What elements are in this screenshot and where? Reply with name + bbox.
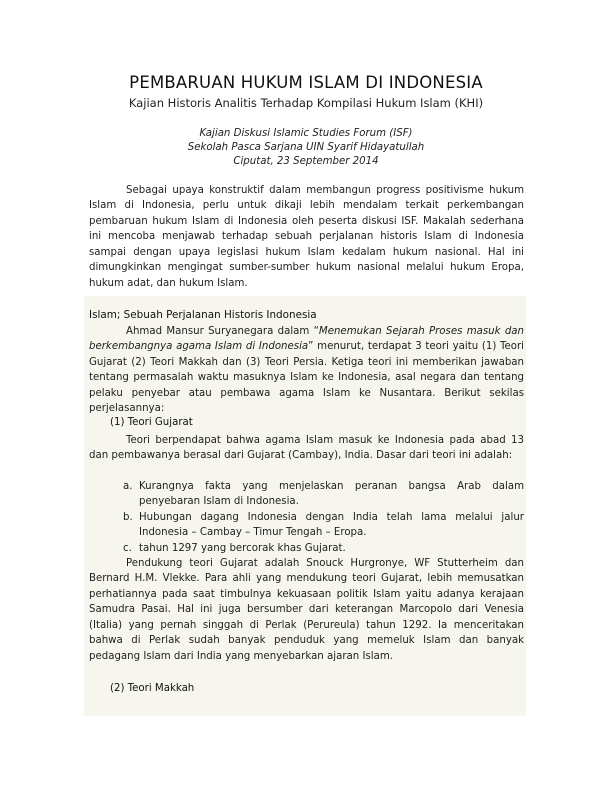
list-item-text: Hubungan dagang Indonesia dengan India telah lama melalui jalur Indonesia – Cambay – Timur Tengah – Eropa. (139, 511, 524, 539)
book-title: Menemukan Sejarah Proses masuk dan berkembangnya agama Islam di Indonesia (89, 326, 524, 353)
section-text-after: ” menurut, terdapat 3 teori yaitu (1) Teori Gujarat (2) Teori Makkah dan (3) Teori Persia. Ketiga teori ini memberikan jawaban tentang permasalah waktu masuknya Islam ke Indonesia, asal negara dan tentang pelaku penyebar atau pembawa agama Islam ke Nusantara. Berikut sekilas perjelasannya: (89, 341, 524, 415)
theory1-paragraph-text: Teori berpendapat bahwa agama Islam masuk ke Indonesia pada abad 13 dan pembawanya berasal dari Gujarat (Cambay), India. Dasar dari teori ini adalah: (89, 435, 524, 462)
list-item-text: tahun 1297 yang bercorak khas Gujarat. (139, 542, 346, 554)
meta-place-date: Ciputat, 23 September 2014 (233, 156, 379, 167)
list-item-text: Kurangnya fakta yang menjelaskan peranan bangsa Arab dalam penyebaran Islam di Indonesia. (139, 481, 524, 508)
intro-text: Sebagai upaya konstruktif dalam membangun progress positivisme hukum Islam di Indonesia, perlu untuk dikaji lebih mendalam terkait perkembangan pembaruan hukum Islam di Indonesia oleh peserta diskusi ISF. Makalah sederhana ini mencoba menjawab terhadap sebuah perjalanan historis Islam di Indonesia sampai dengan upaya legislasi hukum Islam kedalam hukum nasional. Hal ini dimungkinkan mengingat sumber-sumber hukum nasional melalui hukum Eropa, hukum adat, dan hukum Islam. (89, 185, 524, 289)
theory1-paragraph (89, 433, 524, 464)
theory1-paragraph-2 (89, 556, 524, 664)
theory1-paragraph-2-text: Pendukung teori Gujarat adalah Snouck Hurgronye, WF Stutterheim dan Bernard H.M. Vlekke. Para ahli yang mendukung teori Gujarat, lebih memusatkan perhatiannya pada saat timbulnya kekuasaan politik Islam yaitu adanya kerajaan Samudra Pasai. Hal ini juga bersumber dari keterangan Marcopolo dari Venesia (Italia) yang pernah singgah di Perlak (Perureula) tahun 1292. Ia menceritakan bahwa di Perlak sudah banyak penduduk yang memeluk Islam dan banyak pedagang Islam dari India yang menyebarkan ajaran Islam. (89, 558, 524, 662)
list-marker: c. (123, 542, 132, 554)
list-item (123, 479, 524, 510)
document-title: PEMBARUAN HUKUM ISLAM DI INDONESIA (129, 73, 483, 92)
intro-paragraph (89, 183, 524, 291)
theory1-heading: (1) Teori Gujarat (110, 417, 193, 428)
section-text-before: Ahmad Mansur Suryanegara dalam “ (126, 326, 319, 337)
theory1-list (123, 479, 524, 556)
theory2-heading: (2) Teori Makkah (110, 683, 195, 694)
section-paragraph (89, 324, 524, 417)
list-marker: b. (123, 511, 133, 523)
section-paragraph-text (89, 324, 524, 417)
meta-institution: Sekolah Pasca Sarjana UIN Syarif Hidayatullah (187, 142, 425, 153)
document-subtitle: Kajian Historis Analitis Terhadap Kompilasi Hukum Islam (KHI) (128, 96, 484, 110)
section-heading: Islam; Sebuah Perjalanan Historis Indonesia (89, 309, 317, 321)
meta-forum: Kajian Diskusi Islamic Studies Forum (ISF) (199, 128, 413, 139)
list-item (123, 510, 524, 541)
list-marker: a. (123, 481, 133, 492)
list-item (123, 541, 524, 556)
